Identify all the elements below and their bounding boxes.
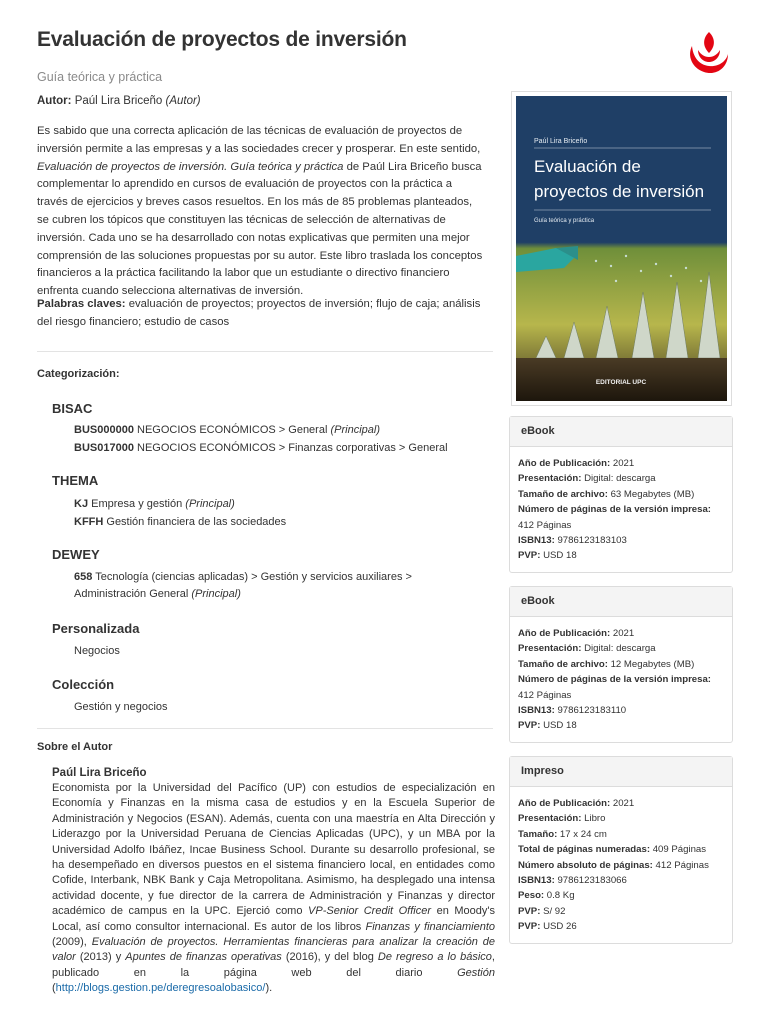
bio-text: Economista por la Universidad del Pacífico (UP) con estudios de especialización en Economía y Finanzas en la misma casa de estudios y en la Escuela Superior de Administración y Negocios (ESAN). Además, cuenta con una maestría en Alta Dirección y Liderazgo por la Universidad Peruana de Ciencias Aplicadas (UPC), y un MBA por la Universidad Adolfo Ibáñez, Incae Business School. Durante su desarrollo profesional, se ha desempeñado en diversos puestos en el sistema financiero local, en entidades como Cofide, Interbank, NBK Bank y Caja Metropolitana. Asimismo, ha desplegado una intensa actividad docente, y fue director de la carrera de Administración y Finanzas y director académico de campus en la UPC. Ejerció como — [52, 782, 495, 918]
row-value: S/ 92 — [540, 905, 566, 917]
cover-title-line2: proyectos de inversión — [534, 182, 705, 201]
bio-text: en Moody's Local, así como consultor internacional. Es autor de los libros — [52, 905, 496, 933]
row-value: 409 Páginas — [650, 844, 707, 856]
thema-entry — [74, 496, 484, 513]
principal-tag: (Principal) — [330, 424, 380, 436]
row-label: Tamaño: — [518, 828, 558, 840]
card-details — [510, 447, 732, 572]
row-label: Año de Publicación: — [518, 458, 611, 469]
category-code: BUS017000 — [74, 442, 134, 454]
bio-italic: Finanzas y financiamiento — [365, 920, 495, 933]
blog-link[interactable]: http://blogs.gestion.pe/deregresoalobasico/ — [55, 982, 266, 995]
author-role: (Autor) — [165, 95, 201, 107]
author-line — [37, 95, 201, 107]
row-value: USD 26 — [540, 921, 577, 933]
card-row — [518, 672, 724, 703]
bio-text: , publicado en la página web del diario — [52, 951, 495, 979]
bio-italic: VP-Senior Credit Officer — [308, 905, 432, 918]
row-value: Digital: descarga — [581, 643, 656, 655]
row-value: USD 18 — [540, 720, 577, 732]
upc-logo-icon — [682, 26, 736, 80]
description-text: Es sabido que una correcta aplicación de las técnicas de evaluación de proyectos de inversión permite a las empresas y a las sociedades crecer y prosperar. En este sentido, — [37, 125, 481, 155]
keywords-label: Palabras claves: — [37, 298, 126, 310]
keywords — [37, 296, 485, 332]
row-label: Número absoluto de páginas: — [518, 859, 653, 871]
dewey-entry — [74, 569, 484, 603]
bio-text: (2013) y — [75, 951, 126, 964]
row-label: Presentación: — [518, 473, 582, 485]
category-text: Empresa y gestión — [88, 498, 186, 510]
bio-italic: Apuntes de finanzas operativas — [125, 951, 282, 964]
row-value: 412 Páginas — [518, 519, 572, 531]
row-label: Presentación: — [518, 643, 582, 655]
collection-entry[interactable]: Gestión y negocios — [74, 701, 168, 713]
row-value: 2021 — [610, 458, 635, 469]
cover-subtitle: Guía teórica y práctica — [534, 218, 595, 224]
category-code: 658 — [74, 571, 93, 583]
principal-tag: (Principal) — [191, 588, 241, 600]
row-value: 9786123183103 — [554, 535, 627, 547]
row-label: Año de Publicación: — [518, 628, 611, 639]
category-code: BUS000000 — [74, 424, 134, 436]
card-row — [518, 502, 724, 533]
row-value: 17 x 24 cm — [557, 828, 607, 840]
collection-heading: Colección — [52, 677, 115, 692]
row-value: 2021 — [610, 628, 635, 639]
bio-italic: Gestión — [457, 966, 495, 979]
bio-text: (2016), y del blog — [281, 951, 378, 964]
card-row — [518, 456, 724, 471]
category-text: Tecnología (ciencias aplicadas) > Gestión y servicios auxiliares > Administración General — [74, 571, 412, 600]
cover-publisher: EDITORIAL UPC — [595, 379, 647, 386]
card-details — [510, 617, 732, 742]
keywords-text: evaluación de proyectos; proyectos de inversión; flujo de caja; análisis del riesgo financiero; estudio de casos — [37, 298, 481, 328]
row-value: USD 18 — [540, 550, 577, 562]
format-card-ebook-2 — [509, 586, 733, 743]
bio-text: ). — [265, 982, 273, 995]
category-text: Gestión financiera de las sociedades — [103, 516, 287, 528]
row-label: Número de páginas de la versión impresa: — [518, 674, 712, 686]
book-description — [37, 123, 485, 301]
bio-italic: Evaluación de proyectos. Herramientas financieras para analizar la creación de valor — [52, 936, 495, 964]
card-row — [518, 919, 724, 934]
category-code: KFFH — [74, 516, 104, 528]
row-label: ISBN13: — [518, 875, 555, 887]
about-author-title: Sobre el Autor — [37, 741, 113, 753]
row-value: 9786123183066 — [554, 875, 627, 887]
card-row — [518, 703, 724, 718]
row-value: 12 Megabytes (MB) — [607, 658, 695, 670]
card-title: eBook — [510, 587, 732, 617]
page-title: Evaluación de proyectos de inversión — [37, 28, 407, 51]
description-text: de Paúl Lira Briceño busca complementar lo aprendido en cursos de evaluación de proyectos con la práctica a través de ejercicios y breves casos resueltos. En los más de 85 problemas planteados, se cubren los tópicos que constituyen las técnicas de selección de alternativas de inversión. Cada uno se ha desarrollado con notas explicativas que permiten una mejor comprensión de las soluciones propuestas por su autor. Este libro traslada los conceptos financieros a la práctica facilitando la labor que un estudiante o directivo financiero enfrenta cuando selecciona alternativas de inversión. — [37, 160, 483, 298]
card-row — [518, 811, 724, 826]
card-title: eBook — [510, 417, 732, 447]
row-value: 412 Páginas — [652, 859, 709, 871]
bio-text: ( — [52, 982, 56, 995]
row-value: Libro — [581, 813, 606, 825]
category-code: KJ — [74, 498, 89, 510]
book-cover-image — [516, 96, 727, 401]
row-label: Peso: — [518, 890, 545, 902]
card-row — [518, 626, 724, 641]
bio-italic: De regreso a lo básico — [377, 951, 492, 964]
row-label: Presentación: — [518, 813, 582, 825]
bio-text: (2009), — [52, 936, 92, 949]
row-label: ISBN13: — [518, 705, 555, 717]
format-card-print — [509, 756, 733, 944]
thema-heading: THEMA — [52, 473, 99, 488]
about-author-name: Paúl Lira Briceño — [52, 767, 147, 779]
row-value: 63 Megabytes (MB) — [607, 488, 695, 500]
card-row — [518, 487, 724, 502]
row-label: PVP: — [518, 921, 541, 933]
bisac-entry — [74, 422, 484, 439]
categorization-title: Categorización: — [37, 368, 120, 380]
row-value: 0.8 Kg — [544, 890, 575, 902]
book-cover — [511, 91, 732, 406]
row-label: PVP: — [518, 720, 541, 732]
row-value: 9786123183110 — [554, 705, 627, 717]
cover-author: Paúl Lira Briceño — [534, 138, 588, 145]
divider — [37, 351, 493, 352]
about-author-bio — [52, 781, 495, 997]
row-label: PVP: — [518, 905, 541, 917]
principal-tag: (Principal) — [185, 498, 235, 510]
row-label: Tamaño de archivo: — [518, 488, 608, 500]
card-row — [518, 548, 724, 563]
bisac-entry — [74, 440, 484, 457]
custom-entry: Negocios — [74, 645, 120, 657]
author-name[interactable]: Paúl Lira Briceño — [74, 95, 163, 107]
row-label: Tamaño de archivo: — [518, 658, 608, 670]
card-row — [518, 471, 724, 486]
row-value: 2021 — [610, 798, 635, 809]
cover-title-line1: Evaluación de — [534, 157, 641, 176]
category-text: NEGOCIOS ECONÓMICOS > General — [133, 424, 331, 436]
author-label: Autor: — [37, 95, 72, 107]
category-text: NEGOCIOS ECONÓMICOS > Finanzas corporativas > General — [133, 442, 448, 454]
card-row — [518, 718, 724, 733]
card-row — [518, 904, 724, 919]
row-label: Año de Publicación: — [518, 798, 611, 809]
card-title: Impreso — [510, 757, 732, 787]
row-label: PVP: — [518, 550, 541, 562]
card-details — [510, 787, 732, 943]
format-card-ebook-1 — [509, 416, 733, 573]
row-value: 412 Páginas — [518, 689, 572, 701]
card-row — [518, 842, 724, 857]
card-row — [518, 657, 724, 672]
card-row — [518, 827, 724, 842]
card-row — [518, 641, 724, 656]
book-subtitle: Guía teórica y práctica — [37, 70, 163, 84]
dewey-heading: DEWEY — [52, 547, 100, 562]
row-label: Total de páginas numeradas: — [518, 844, 651, 856]
card-row — [518, 796, 724, 811]
bisac-heading: BISAC — [52, 401, 93, 416]
custom-heading: Personalizada — [52, 621, 140, 636]
thema-entry — [74, 514, 484, 531]
card-row — [518, 888, 724, 903]
card-row — [518, 873, 724, 888]
divider — [37, 728, 493, 729]
description-book-title: Evaluación de proyectos de inversión. Guía teórica y práctica — [37, 160, 344, 173]
row-label: ISBN13: — [518, 535, 555, 547]
row-label: Número de páginas de la versión impresa: — [518, 504, 712, 516]
card-row — [518, 533, 724, 548]
row-value: Digital: descarga — [581, 473, 656, 485]
card-row — [518, 858, 724, 873]
